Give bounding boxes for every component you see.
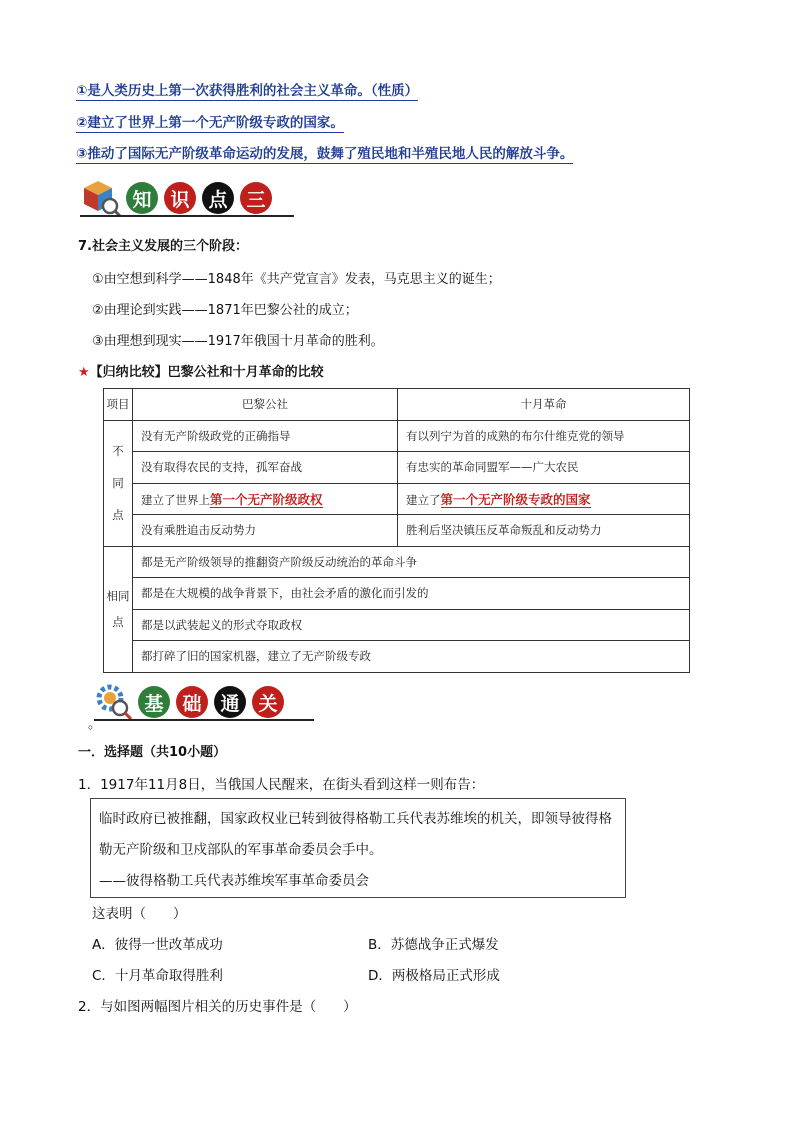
- table-cell: 建立了世界上第一个无产阶级政权: [133, 483, 398, 515]
- banner-char-2: 础: [176, 686, 208, 718]
- part-title: 一．选择题（共10小题）: [78, 745, 227, 760]
- banner-underline: [80, 215, 294, 217]
- table-cell: 都是以武装起义的形式夺取政权: [133, 609, 690, 641]
- table-cell: 有以列宁为首的成熟的布尔什维克党的领导: [398, 420, 690, 452]
- diff-label: 不 同 点: [104, 420, 133, 546]
- stage-3: ③由理想到现实——1917年俄国十月革命的胜利。: [92, 334, 384, 349]
- section-banner-knowledge-3: [80, 178, 278, 218]
- banner-char-1: 基: [138, 686, 170, 718]
- banner-char-3: 点: [202, 182, 234, 214]
- table-cell: 都是在大规模的战争背景下，由社会矛盾的激化而引发的: [133, 578, 690, 610]
- table-cell: 没有无产阶级政党的正确指导: [133, 420, 398, 452]
- same-label: 相同 点: [104, 546, 133, 672]
- table-header-row: [104, 389, 690, 421]
- table-cell: 胜利后坚决镇压反革命叛乱和反动势力: [398, 515, 690, 547]
- significance-line-3: ③推动了国际无产阶级革命运动的发展，鼓舞了殖民地和半殖民地人民的解放斗争。: [76, 146, 574, 162]
- significance-line-1: ①是人类历史上第一次获得胜利的社会主义革命。（性质）: [76, 83, 419, 99]
- table-header: 巴黎公社: [133, 389, 398, 421]
- section-banner-practice: [94, 682, 290, 722]
- option-a[interactable]: A．彼得一世改革成功: [92, 937, 223, 953]
- option-c[interactable]: C．十月革命取得胜利: [92, 968, 223, 984]
- notice-line-2: 勒无产阶级和卫戍部队的军事革命委员会手中。: [99, 842, 383, 858]
- banner-char-4: 关: [252, 686, 284, 718]
- compare-title: ★【归纳比较】巴黎公社和十月革命的比较: [78, 365, 324, 380]
- table-row: [104, 452, 690, 484]
- question-2-stem: 2．与如图两幅图片相关的历史事件是（ ）: [78, 999, 357, 1015]
- table-cell: 都打碎了旧的国家机器，建立了无产阶级专政: [133, 641, 690, 673]
- question-1-stem: 1．1917年11月8日，当俄国人民醒来，在街头看到这样一则布告：: [78, 777, 485, 793]
- table-row: [104, 578, 690, 610]
- table-cell: 都是无产阶级领导的推翻资产阶级反动统治的革命斗争: [133, 546, 690, 578]
- banner-char-4: 三: [240, 182, 272, 214]
- banner-char-3: 通: [214, 686, 246, 718]
- table-cell: 没有乘胜追击反动势力: [133, 515, 398, 547]
- star-icon: ★: [78, 365, 90, 380]
- period-mark: 。: [88, 717, 102, 732]
- table-header: 项目: [104, 389, 133, 421]
- table-header: 十月革命: [398, 389, 690, 421]
- banner-char-2: 识: [164, 182, 196, 214]
- table-row: [104, 546, 690, 578]
- banner-underline: [94, 719, 314, 721]
- option-b[interactable]: B．苏德战争正式爆发: [368, 937, 499, 953]
- stage-1: ①由空想到科学——1848年《共产党宣言》发表，马克思主义的诞生；: [92, 272, 501, 287]
- cube-magnifier-icon: [80, 178, 122, 218]
- comparison-table: [103, 388, 690, 673]
- section-7-title: 7.社会主义发展的三个阶段：: [78, 239, 248, 254]
- notice-line-3: ——彼得格勒工兵代表苏维埃军事革命委员会: [99, 873, 369, 889]
- stage-2: ②由理论到实践——1871年巴黎公社的成立；: [92, 303, 358, 318]
- table-cell: 有忠实的革命同盟军——广大农民: [398, 452, 690, 484]
- banner-char-1: 知: [126, 182, 158, 214]
- option-d[interactable]: D．两极格局正式形成: [368, 968, 500, 984]
- table-cell: 建立了第一个无产阶级专政的国家: [398, 483, 690, 515]
- notice-box: [90, 798, 626, 898]
- table-row: [104, 515, 690, 547]
- significance-line-2: ②建立了世界上第一个无产阶级专政的国家。: [76, 115, 344, 131]
- notice-line-1: 临时政府已被推翻，国家政权业已转到彼得格勒工兵代表苏维埃的机关，即领导彼得格: [99, 811, 612, 827]
- table-row: [104, 641, 690, 673]
- table-row: [104, 609, 690, 641]
- question-1-ask: 这表明（ ）: [92, 906, 187, 922]
- table-cell: 没有取得农民的支持，孤军奋战: [133, 452, 398, 484]
- table-row: [104, 483, 690, 515]
- table-row: [104, 420, 690, 452]
